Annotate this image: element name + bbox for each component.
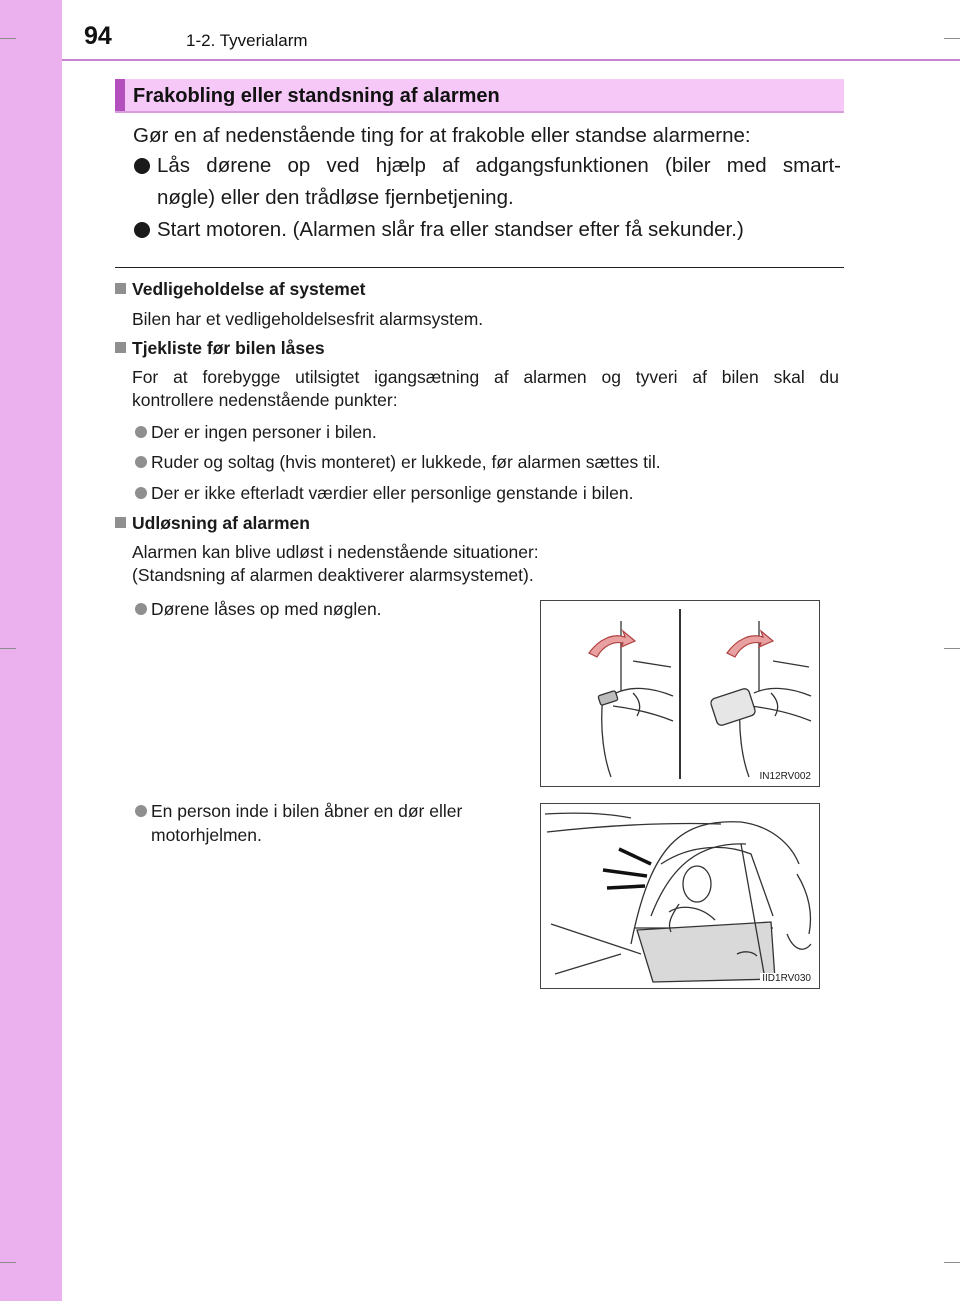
figure-code: IID1RV030 — [762, 973, 811, 984]
crop-mark — [0, 38, 16, 39]
note-square-icon — [115, 342, 126, 353]
chapter-sidebar — [0, 0, 62, 1301]
figure-door-open — [540, 803, 820, 989]
checklist-item: Der er ingen personer i bilen. — [151, 422, 377, 442]
chapter-title: 1-2. Tyverialarm — [186, 31, 308, 50]
note-square-icon — [115, 517, 126, 528]
header-rule — [62, 59, 960, 61]
trigger-item-door-open-line-2: motorhjelmen. — [151, 825, 262, 845]
crop-mark — [944, 38, 960, 39]
section-header-accent — [115, 79, 125, 111]
note-body-checklist-line-1: For at forebygge utilsigtet igangsætning af alarmen og tyveri af bilen skal du — [132, 367, 839, 387]
bullet-icon — [135, 487, 147, 499]
note-body-triggering-line-1: Alarmen kan blive udløst i nedenstående situationer: — [132, 542, 539, 562]
bullet-icon — [135, 456, 147, 468]
figure-key-unlock — [540, 600, 820, 787]
bullet-icon — [134, 158, 150, 174]
section-intro: Gør en af nedenstående ting for at frakoble eller standse alarmerne: — [133, 124, 751, 147]
bullet-1-line-2: nøgle) eller den trådløse fjernbetjening. — [157, 186, 514, 209]
note-square-icon — [115, 283, 126, 294]
page-number: 94 — [84, 22, 112, 50]
note-body-triggering-line-2: (Standsning af alarmen deaktiverer alarmsystemet). — [132, 565, 534, 585]
bullet-1-line-1: Lås dørene op ved hjælp af adgangsfunktionen (biler med smart- — [157, 154, 841, 177]
figure-code: IN12RV002 — [759, 771, 811, 782]
note-body-maintenance: Bilen har et vedligeholdelsesfrit alarmsystem. — [132, 309, 484, 329]
bullet-icon — [135, 805, 147, 817]
checklist-item: Der er ikke efterladt værdier eller personlige genstande i bilen. — [151, 483, 634, 503]
section-divider — [115, 267, 844, 268]
note-heading-maintenance: Vedligeholdelse af systemet — [132, 279, 366, 299]
note-heading-triggering: Udløsning af alarmen — [132, 513, 310, 533]
section-title: Frakobling eller standsning af alarmen — [133, 85, 500, 107]
crop-mark — [944, 1262, 960, 1263]
bullet-icon — [135, 426, 147, 438]
crop-mark — [0, 1262, 16, 1263]
key-unlock-illustration — [541, 601, 819, 786]
trigger-item-door-open-line-1: En person inde i bilen åbner en dør eller — [151, 801, 463, 821]
crop-mark — [0, 648, 16, 649]
note-heading-checklist: Tjekliste før bilen låses — [132, 338, 325, 358]
bullet-icon — [135, 603, 147, 615]
crop-mark — [944, 648, 960, 649]
bullet-icon — [134, 222, 150, 238]
bullet-2: Start motoren. (Alarmen slår fra eller standser efter få sekunder.) — [157, 218, 744, 241]
door-open-illustration — [541, 804, 819, 988]
checklist-item: Ruder og soltag (hvis monteret) er lukkede, før alarmen sættes til. — [151, 452, 661, 472]
note-body-checklist-line-2: kontrollere nedenstående punkter: — [132, 390, 398, 410]
trigger-item-key-unlock: Dørene låses op med nøglen. — [151, 599, 382, 619]
section-header — [115, 79, 844, 113]
